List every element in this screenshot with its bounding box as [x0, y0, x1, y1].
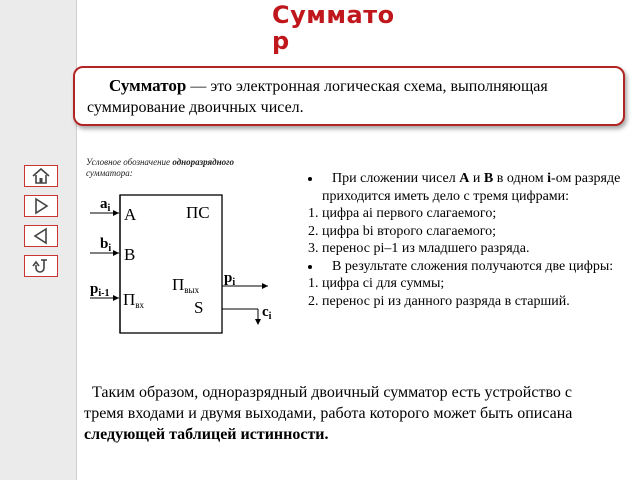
- bullet-item: [308, 258, 626, 276]
- explanation-text: [308, 170, 626, 310]
- output-p-label: $p_i$: [224, 270, 236, 288]
- list-item: 3. перенос pi–1 из младшего разряда.: [308, 241, 530, 256]
- bullet1-i: i: [547, 171, 552, 186]
- bullet1-mid: в одном: [493, 171, 548, 186]
- definition-box: [73, 66, 625, 126]
- bullet-item: [308, 170, 626, 205]
- bullet1-b: B: [483, 171, 494, 186]
- return-icon: [30, 257, 52, 275]
- bullet1-and: и: [469, 171, 484, 186]
- block-label-p-out: Пвых: [172, 275, 200, 295]
- caption-bold: одноразрядного: [172, 157, 234, 167]
- adder-diagram: [86, 188, 301, 338]
- bullet1-a: A: [459, 171, 470, 186]
- bullet-dot: [308, 177, 312, 181]
- return-button[interactable]: [24, 255, 58, 277]
- list-item: 1. цифра ci для суммы;: [308, 276, 445, 291]
- home-button[interactable]: [24, 165, 58, 187]
- list-item: 2. цифра bi второго слагаемого;: [308, 223, 496, 239]
- conclusion-text: Таким образом, одноразрядный двоичный сумматор есть устройство с тремя входами и двумя выходами, работа которого может быть описана: [84, 384, 573, 422]
- input-a-label: $a_i$: [100, 196, 111, 214]
- list-item: 1. цифра ai первого слагаемого;: [308, 206, 497, 221]
- block-label-a: A: [124, 205, 137, 224]
- next-icon: [30, 197, 52, 215]
- block-label-s: S: [194, 298, 204, 317]
- slide-title: Сумматор: [272, 1, 395, 55]
- bullet-dot: [308, 265, 312, 269]
- input-b-label: $b_i$: [100, 236, 112, 254]
- conclusion-paragraph: [84, 382, 604, 445]
- bullet1-pre: При сложении чисел: [332, 171, 460, 186]
- list-item: 2. перенос pi из данного разряда в старший.: [308, 293, 570, 309]
- bullet1-post: -ом разряде приходится иметь дело с тремя цифрами:: [322, 171, 621, 204]
- input-p-label: $p_{i-1}$: [90, 281, 110, 299]
- output-c-label: $c_i$: [262, 304, 272, 322]
- bullet2-text: В результате сложения получаются две цифры:: [332, 258, 614, 274]
- home-icon: [30, 167, 52, 185]
- caption-prefix: Условное обозначение: [86, 157, 173, 167]
- conclusion-bold: следующей таблицей истинности.: [84, 426, 329, 443]
- block-label-b: B: [124, 245, 136, 264]
- block-label-p-in: Пвх: [123, 290, 145, 310]
- diagram-caption: [86, 157, 276, 179]
- definition-term: Сумматор: [109, 76, 187, 95]
- prev-icon: [30, 227, 52, 245]
- caption-suffix: сумматора:: [86, 168, 133, 178]
- prev-button[interactable]: [24, 225, 58, 247]
- next-button[interactable]: [24, 195, 58, 217]
- definition-text: — это электронная логическая схема, выполняющая суммирование двоичных чисел.: [87, 78, 548, 116]
- block-label-ps: ПС: [186, 203, 210, 222]
